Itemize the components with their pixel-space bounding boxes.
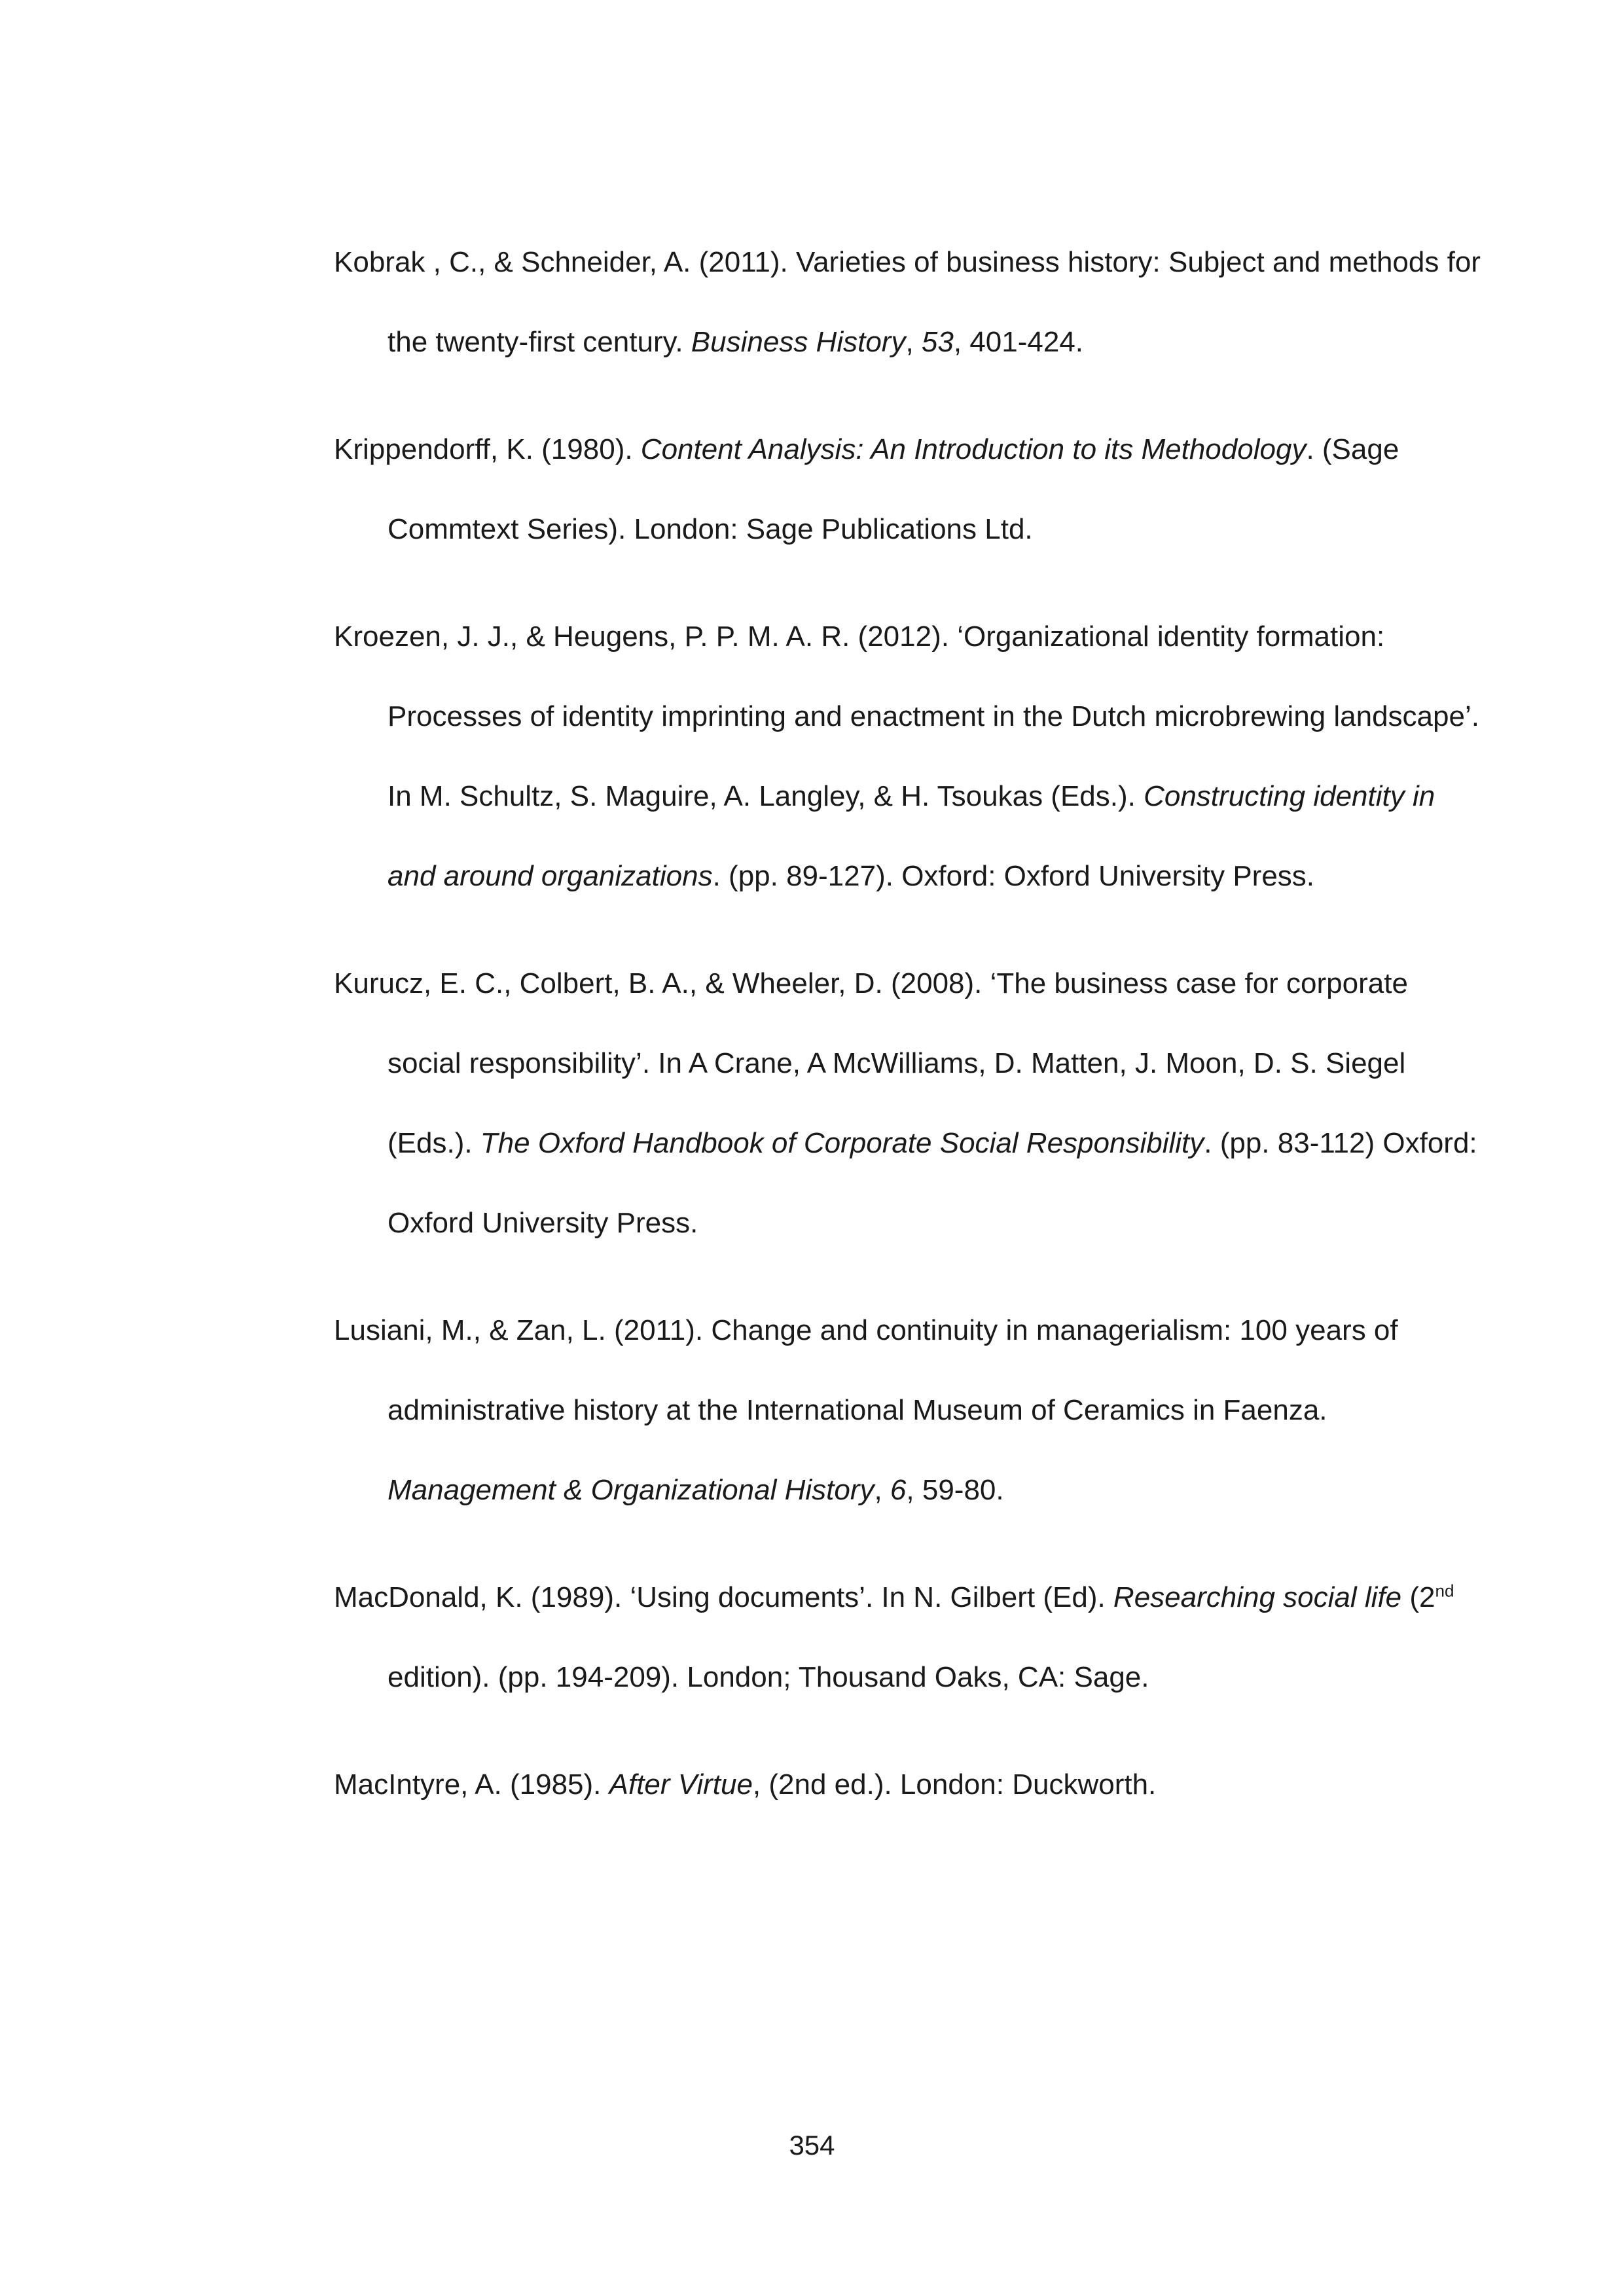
reference-entry [334,1291,1486,1530]
reference-text: , (2nd ed.). London: Duckworth. [752,1768,1157,1801]
italic-text: 53 [921,326,954,358]
page-number: 354 [789,2130,835,2161]
italic-text: Management & Organizational History [388,1474,875,1506]
reference-text: edition). (pp. 194-209). London; Thousand Oaks, CA: Sage. [388,1661,1149,1693]
reference-entry [334,1745,1486,1825]
reference-entry [334,223,1486,382]
reference-text: Krippendorff, K. (1980). [334,433,641,465]
reference-text: , [874,1474,890,1506]
reference-text: Kobrak , C., & Schneider, A. (2011). Varieties of business history: Subject and methods for the twenty-first century. [334,246,1481,358]
reference-text: (2 [1401,1581,1435,1613]
reference-text: MacDonald, K. (1989). ‘Using documents’. In N. Gilbert (Ed). [334,1581,1113,1613]
reference-text: . (pp. 83-112) Oxford: Oxford University Press. [388,1127,1477,1239]
reference-text: . (pp. 89-127). Oxford: Oxford University Press. [712,860,1315,892]
reference-entry [334,1558,1486,1717]
superscript-text: nd [1435,1581,1454,1601]
italic-text: Researching social life [1113,1581,1402,1613]
reference-text: , 59-80. [906,1474,1004,1506]
italic-text: After Virtue [609,1768,753,1801]
italic-text: Content Analysis: An Introduction to its Methodology [640,433,1307,465]
reference-entry [334,944,1486,1263]
reference-text: Lusiani, M., & Zan, L. (2011). Change and continuity in managerialism: 100 years of administrative history at the International Museum of Ceramics in Faenza. [334,1314,1398,1426]
italic-text: 6 [890,1474,907,1506]
reference-text: , [905,326,922,358]
reference-text: , 401-424. [953,326,1084,358]
reference-text: MacIntyre, A. (1985). [334,1768,609,1801]
reference-entry [334,597,1486,916]
reference-entry [334,410,1486,569]
italic-text: The Oxford Handbook of Corporate Social Responsibility [480,1127,1204,1159]
italic-text: Constructing identity in and around organizations [388,780,1435,892]
reference-text: Kroezen, J. J., & Heugens, P. P. M. A. R. (2012). ‘Organizational identity formation: Processes of identity imprinting and enactment in the Dutch microbrewing landscape’. In M. Schultz, S. Maguire, A. Langley, & H. Tsoukas (Eds.). [334,620,1479,812]
reference-text: Kurucz, E. C., Colbert, B. A., & Wheeler, D. (2008). ‘The business case for corporate social responsibility’. In A Crane, A McWilliams, D. Matten, J. Moon, D. S. Siegel (Eds.). [334,967,1408,1159]
reference-list [334,223,1486,1825]
italic-text: Business History [691,326,906,358]
reference-text: . (Sage Commtext Series). London: Sage Publications Ltd. [388,433,1399,545]
